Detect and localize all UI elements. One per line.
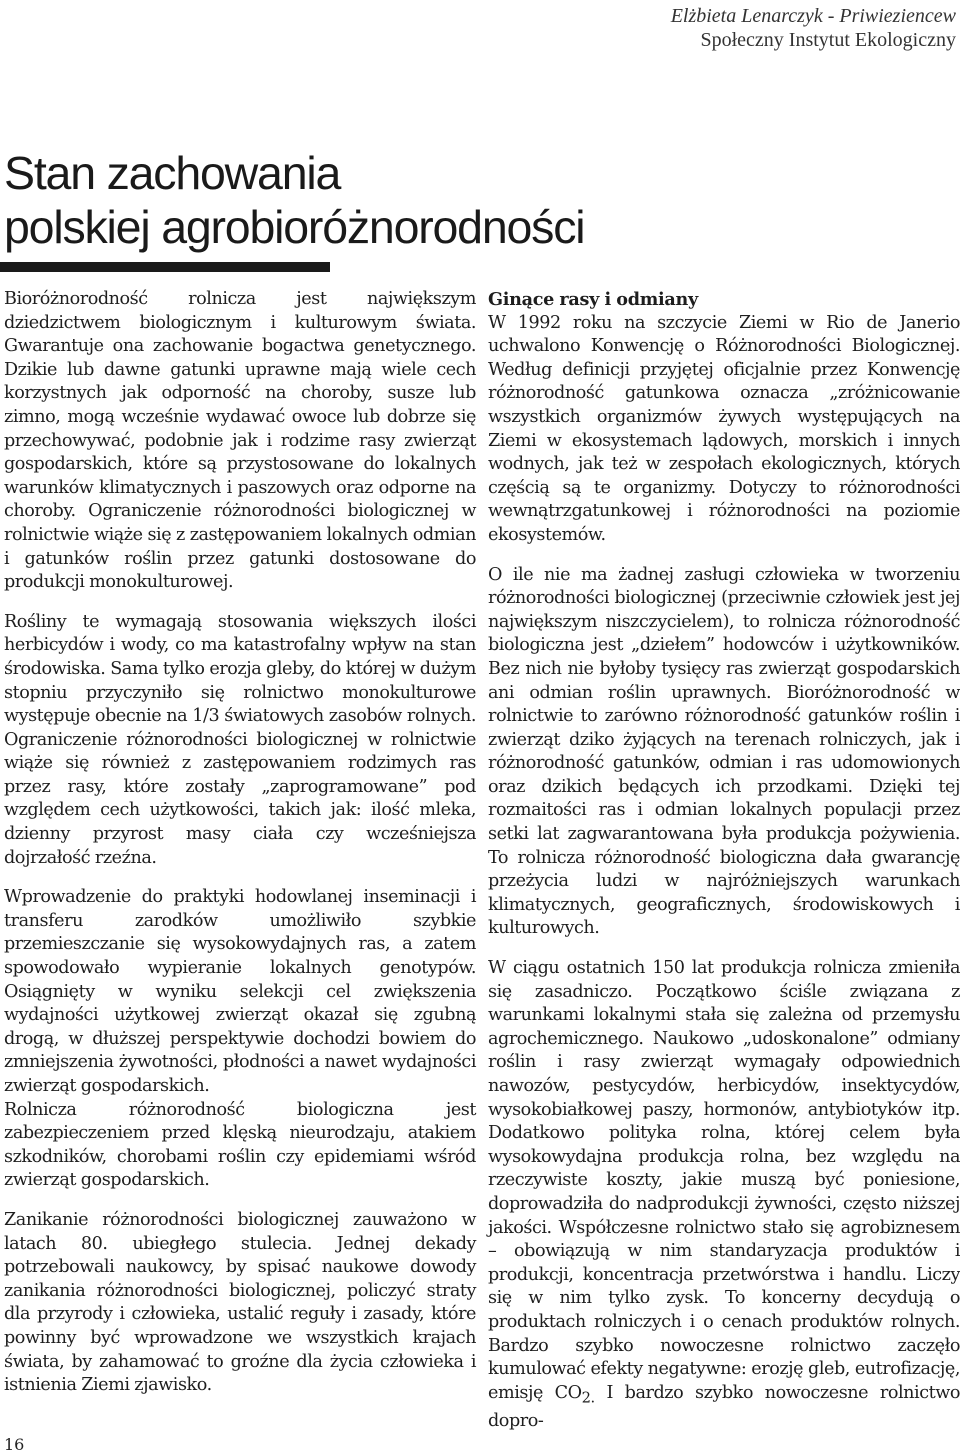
title-line-2: polskiej agrobioróżnorodności [4,201,585,253]
section-heading: Ginące rasy i odmiany [488,289,698,310]
title-underline-bar [0,262,330,272]
title-line-1: Stan zachowania [4,147,341,199]
right-paragraph-1: W 1992 roku na szczycie Ziemi w Rio de Janerio uchwalono Konwencję o Różnorodności Biologicznej. Według definicji przyjętej oficjalnie przez Konwencję różnorodność gatunkowa oznacza „zróżnicowanie wszystkich organizmów żywych występujących na Ziemi w ekosystemach lądowych, morskich i innych wodnych, jak też w zespołach ekologicznych, których częścią są te organizmy. Dotyczy to różnorodności wewnątrzgatunkowej i różnorodności na poziomie ekosystemów. [488,312,960,545]
left-paragraph-1: Bioróżnorodność rolnicza jest największym dziedzictwem biologicznym i kulturowym świata. Gwarantuje ona zachowanie bogactwa genetycznego. Dzikie lub dawne gatunki uprawne mają wiele cech korzystnych jak odporność na choroby, susze lub zimno, mogą wcześnie wydawać owoce lub dobrze się przechowywać, podobnie jak i rodzime rasy zwierząt gospodarskich, które są przystosowane do lokalnych warunków klimatycznych i paszowych oraz odporne na choroby. Ograniczenie różnorodności biologicznej w rolnictwie wiąże się z zastępowaniem lokalnych odmian i gatunków roślin przez gatunki dostosowane do produkcji monokulturowej. [4,289,476,593]
institution-name: Społeczny Instytut Ekologiczny [700,29,956,51]
right-paragraph-3-tail: I bardzo szybko nowoczesne rolnictwo dopro- [488,1382,960,1431]
left-paragraph-5: Zanikanie różnorodności biologicznej zauważono w latach 80. ubiegłego stulecia. Jednej dekady potrzebowali naukowcy, by spisać naukowe dowody zanikania różnorodności biologicznej, policzyć straty dla przyrody i człowieka, ustalić reguły i zasady, które powinny być wprowadzone we wszystkich krajach świata, by zahamować to groźne dla życia człowieka i istnienia Ziemi zjawisko. [4,1209,476,1396]
left-paragraph-2: Rośliny te wymagają stosowania większych ilości herbicydów i wody, co ma katastrofalny wpływ na stan środowiska. Sama tylko erozja gleby, do której w dużym stopniu przyczyniło się rolnictwo monokulturowe występuje obecnie na 1/3 światowych zasobów rolnych. Ograniczenie różnorodności biologicznej w rolnictwie wiąże się również z zastępowaniem rodzimych ras przez rasy, które zostały „zaprogramowane” pod względem cech użytkowości, takich jak: ilość mleka, dzienny przyrost masy ciała czy wcześniejsza dojrzałość rzeźna. [4,611,476,868]
co2-subscript: 2. [581,1389,595,1407]
left-paragraph-4: Rolnicza różnorodność biologiczna jest zabezpieczeniem przed klęską nieurodzaju, atakiem szkodników, chorobami roślin czy epidemiami wśród zwierząt gospodarskich. [4,1099,476,1191]
page-header [671,4,956,52]
author-name: Elżbieta Lenarczyk - Priwieziencew [670,5,956,27]
page-number: 16 [4,1435,25,1454]
right-paragraph-2: O ile nie ma żadnej zasługi człowieka w tworzeniu różnorodności biologicznej (przeciwnie człowiek jest jej największym niszczycielem), to rolnicza różnorodność biologiczna jest „dziełem” hodowców i użytkowników. Bez nich nie byłoby tysięcy ras zwierząt gospodarskich ani odmian roślin uprawnych. Bioróżnorodność w rolnictwie to zarówno różnorodność gatunków roślin i zwierząt dziko żyjących na terenach rolniczych, jak i różnorodność gatunków, odmian i ras udomowionych oraz dzikich będących ich przodkami. Dzięki tej rozmaitości ras i odmian lokalnych populacji przez setki lat zagwarantowana była produkcja pożywienia. To rolnicza różnorodność biologiczna dała gwarancję przeżycia ludzi w najróżniejszych warunkach klimatycznych, geograficznych, środowiskowych i kulturowych. [488,564,960,939]
left-paragraph-3: Wprowadzenie do praktyki hodowlanej inseminacji i transferu zarodków umożliwiło szybkie przemieszczanie się wysokowydajnych ras, a zatem spowodowało wypieranie lokalnych genotypów. Osiągnięty w wyniku selekcji cel zwiększenia wydajności użytkowej zwierząt okazał się zgubną drogą, w dłuższej perspektywie dochodzi bowiem do zmniejszenia żywotności, płodności a nawet wydajności zwierząt gospodarskich. [4,887,476,1096]
right-paragraph-3 [488,957,960,1433]
article-title [4,146,584,254]
right-paragraph-3-text: W ciągu ostatnich 150 lat produkcja rolnicza zmieniła się zasadniczo. Początkowo ściśle związana z warunkami lokalnymi stała się zależna od przemysłu agrochemicznego. Naukowo „udoskonalone” odmiany roślin i rasy zwierząt wymagały odpowiednich nawozów, pestycydów, herbicydów, insektycydów, wysokobiałkowej paszy, hormonów, antybiotyków itp. Dodatkowo polityka rolna, której celem była wysokowydajna produkcja rolna, bez względu na rzeczywiste koszty, jakie muszą być poniesione, doprowadziła do nadprodukcji żywności, często niższej jakości. Współczesne rolnictwo stało się agrobiznesem – obowiązują w nim standaryzacja produktów i produkcji, koncentracja przetwórstwa i handlu. Liczy się w nim tylko zysk. To koncerny decydują o produktach rolniczych i o cenach produktów rolnych. Bardzo szybko nowoczesne rolnictwo zaczęło kumulować efekty negatywne: erozję gleb, eutrofizację, emisję [488,958,960,1403]
right-column [488,288,960,1449]
left-column [4,288,476,1414]
co2-formula: CO [554,1382,582,1403]
